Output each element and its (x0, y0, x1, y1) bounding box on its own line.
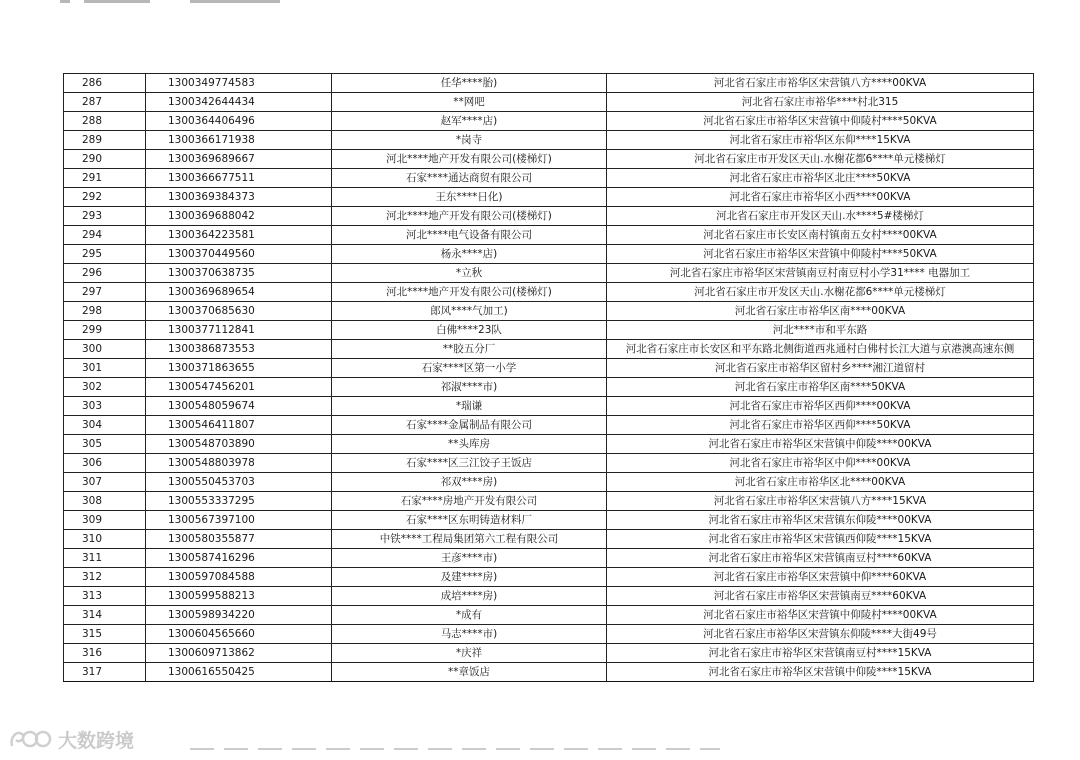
address: 河北省石家庄市裕华区西仰****00KVA (607, 397, 1034, 416)
address: 河北省石家庄市裕华区宋营镇八方****00KVA (607, 74, 1034, 93)
address: 河北省石家庄市开发区天山.水****5#楼梯灯 (607, 207, 1034, 226)
account-number: 1300548803978 (146, 454, 332, 473)
row-number: 304 (64, 416, 146, 435)
customer-name: 河北****地产开发有限公司(楼梯灯) (332, 150, 607, 169)
row-number: 289 (64, 131, 146, 150)
customer-name: 郎风****气加工) (332, 302, 607, 321)
table-row (64, 663, 1034, 682)
table-row (64, 207, 1034, 226)
table-row (64, 454, 1034, 473)
table-row (64, 302, 1034, 321)
account-number: 1300370638735 (146, 264, 332, 283)
row-number: 316 (64, 644, 146, 663)
customer-name: *立秋 (332, 264, 607, 283)
customer-name: *庆祥 (332, 644, 607, 663)
table-row (64, 644, 1034, 663)
row-number: 317 (64, 663, 146, 682)
account-number: 1300377112841 (146, 321, 332, 340)
customer-name: 成培****房) (332, 587, 607, 606)
account-number: 1300349774583 (146, 74, 332, 93)
customer-name: 河北****地产开发有限公司(楼梯灯) (332, 283, 607, 302)
customer-name: 石家****通达商贸有限公司 (332, 169, 607, 188)
address: 河北省石家庄市裕华区宋营镇南豆村****15KVA (607, 644, 1034, 663)
address: 河北省石家庄市裕华区宋营镇中仰陵村****50KVA (607, 112, 1034, 131)
row-number: 305 (64, 435, 146, 454)
account-number: 1300364223581 (146, 226, 332, 245)
row-number: 312 (64, 568, 146, 587)
row-number: 301 (64, 359, 146, 378)
table-row (64, 188, 1034, 207)
address: 河北省石家庄市裕华区宋营镇中仰****60KVA (607, 568, 1034, 587)
account-number: 1300366677511 (146, 169, 332, 188)
customer-name: **胶五分厂 (332, 340, 607, 359)
row-number: 297 (64, 283, 146, 302)
address: 河北省石家庄市裕华****村北315 (607, 93, 1034, 112)
row-number: 303 (64, 397, 146, 416)
row-number: 288 (64, 112, 146, 131)
watermark-logo-icon (8, 726, 52, 752)
account-number: 1300342644434 (146, 93, 332, 112)
account-number: 1300550453703 (146, 473, 332, 492)
account-number: 1300386873553 (146, 340, 332, 359)
row-number: 300 (64, 340, 146, 359)
table-row (64, 549, 1034, 568)
page-top-edge-mark (60, 0, 280, 3)
table-row (64, 283, 1034, 302)
row-number: 315 (64, 625, 146, 644)
table-row (64, 131, 1034, 150)
table-row (64, 264, 1034, 283)
table-row (64, 74, 1034, 93)
table-row (64, 511, 1034, 530)
account-number: 1300609713862 (146, 644, 332, 663)
table-row (64, 150, 1034, 169)
address: 河北省石家庄市裕华区留村乡****湘江道留村 (607, 359, 1034, 378)
address: 河北省石家庄市裕华区南****00KVA (607, 302, 1034, 321)
row-number: 313 (64, 587, 146, 606)
table-row (64, 473, 1034, 492)
account-number: 1300597084588 (146, 568, 332, 587)
account-number: 1300547456201 (146, 378, 332, 397)
customer-name: **头库房 (332, 435, 607, 454)
row-number: 314 (64, 606, 146, 625)
customer-name: 石家****区东明铸造材料厂 (332, 511, 607, 530)
table-row (64, 340, 1034, 359)
customer-name: *成有 (332, 606, 607, 625)
address: 河北省石家庄市裕华区宋营镇南豆村南豆村小学31**** 电器加工 (607, 264, 1034, 283)
address: 河北省石家庄市裕华区北****00KVA (607, 473, 1034, 492)
address: 河北省石家庄市裕华区中仰****00KVA (607, 454, 1034, 473)
customer-name: 石家****区第一小学 (332, 359, 607, 378)
row-number: 298 (64, 302, 146, 321)
customer-name: 祁淑****市) (332, 378, 607, 397)
customer-name: 赵军****店) (332, 112, 607, 131)
account-number: 1300546411807 (146, 416, 332, 435)
page-bottom-edge-mark (190, 748, 720, 750)
address: 河北省石家庄市长安区南村镇南五女村****00KVA (607, 226, 1034, 245)
account-number: 1300370449560 (146, 245, 332, 264)
table-row (64, 245, 1034, 264)
row-number: 310 (64, 530, 146, 549)
customer-name: 祁双****房) (332, 473, 607, 492)
table-row (64, 169, 1034, 188)
watermark (8, 725, 134, 753)
address: 河北省石家庄市裕华区东仰****15KVA (607, 131, 1034, 150)
customer-name: **章饭店 (332, 663, 607, 682)
customer-name: 河北****地产开发有限公司(楼梯灯) (332, 207, 607, 226)
customer-name: 中铁****工程局集团第六工程有限公司 (332, 530, 607, 549)
table-row (64, 625, 1034, 644)
table-row (64, 226, 1034, 245)
customer-name: 及建****房) (332, 568, 607, 587)
customer-name: *岗寺 (332, 131, 607, 150)
row-number: 295 (64, 245, 146, 264)
row-number: 306 (64, 454, 146, 473)
row-number: 309 (64, 511, 146, 530)
table-row (64, 530, 1034, 549)
address: 河北省石家庄市裕华区宋营镇八方****15KVA (607, 492, 1034, 511)
table-row (64, 378, 1034, 397)
account-number: 1300369384373 (146, 188, 332, 207)
row-number: 311 (64, 549, 146, 568)
customer-name: 石家****区三江饺子王饭店 (332, 454, 607, 473)
account-number: 1300548059674 (146, 397, 332, 416)
table-row (64, 397, 1034, 416)
address: 河北省石家庄市开发区天山.水榭花都6****单元楼梯灯 (607, 283, 1034, 302)
account-number: 1300616550425 (146, 663, 332, 682)
table-row (64, 606, 1034, 625)
customer-name: **网吧 (332, 93, 607, 112)
address: 河北省石家庄市开发区天山.水榭花都6****单元楼梯灯 (607, 150, 1034, 169)
row-number: 302 (64, 378, 146, 397)
customer-name: 王彦****市) (332, 549, 607, 568)
address: 河北省石家庄市裕华区宋营镇东仰陵****00KVA (607, 511, 1034, 530)
record-table (63, 73, 1034, 682)
table-row (64, 492, 1034, 511)
account-number: 1300580355877 (146, 530, 332, 549)
row-number: 293 (64, 207, 146, 226)
record-table-body (64, 74, 1034, 682)
account-number: 1300599588213 (146, 587, 332, 606)
row-number: 286 (64, 74, 146, 93)
row-number: 308 (64, 492, 146, 511)
row-number: 287 (64, 93, 146, 112)
address: 河北省石家庄市裕华区宋营镇中仰陵村****00KVA (607, 606, 1034, 625)
table-row (64, 587, 1034, 606)
customer-name: 河北****电气设备有限公司 (332, 226, 607, 245)
address: 河北省石家庄市裕华区宋营镇南豆村****60KVA (607, 549, 1034, 568)
address: 河北****市和平东路 (607, 321, 1034, 340)
customer-name: 白佛****23队 (332, 321, 607, 340)
account-number: 1300369689667 (146, 150, 332, 169)
customer-name: 马志****市) (332, 625, 607, 644)
account-number: 1300364406496 (146, 112, 332, 131)
address: 河北省石家庄市裕华区宋营镇东仰陵****大街49号 (607, 625, 1034, 644)
account-number: 1300371863655 (146, 359, 332, 378)
customer-name: 石家****金属制品有限公司 (332, 416, 607, 435)
table-row (64, 93, 1034, 112)
table-row (64, 416, 1034, 435)
address: 河北省石家庄市裕华区宋营镇中仰陵****15KVA (607, 663, 1034, 682)
address: 河北省石家庄市长安区和平东路北侧街道西兆通村白佛村长江大道与京港澳高速东侧 (607, 340, 1034, 359)
account-number: 1300604565660 (146, 625, 332, 644)
row-number: 291 (64, 169, 146, 188)
address: 河北省石家庄市裕华区南****50KVA (607, 378, 1034, 397)
customer-name: 任华****胎) (332, 74, 607, 93)
account-number: 1300366171938 (146, 131, 332, 150)
table-row (64, 359, 1034, 378)
table-row (64, 435, 1034, 454)
account-number: 1300553337295 (146, 492, 332, 511)
row-number: 307 (64, 473, 146, 492)
table-row (64, 568, 1034, 587)
account-number: 1300370685630 (146, 302, 332, 321)
customer-name: 王东****日化) (332, 188, 607, 207)
address: 河北省石家庄市裕华区北庄****50KVA (607, 169, 1034, 188)
table-row (64, 321, 1034, 340)
watermark-text: 大数跨境 (58, 729, 135, 752)
row-number: 296 (64, 264, 146, 283)
customer-name: 杨永****店) (332, 245, 607, 264)
row-number: 290 (64, 150, 146, 169)
address: 河北省石家庄市裕华区宋营镇南豆****60KVA (607, 587, 1034, 606)
customer-name: 石家****房地产开发有限公司 (332, 492, 607, 511)
account-number: 1300369688042 (146, 207, 332, 226)
account-number: 1300548703890 (146, 435, 332, 454)
record-table-container (63, 73, 1015, 682)
row-number: 292 (64, 188, 146, 207)
address: 河北省石家庄市裕华区宋营镇中仰陵****00KVA (607, 435, 1034, 454)
account-number: 1300567397100 (146, 511, 332, 530)
account-number: 1300598934220 (146, 606, 332, 625)
row-number: 294 (64, 226, 146, 245)
account-number: 1300369689654 (146, 283, 332, 302)
table-row (64, 112, 1034, 131)
address: 河北省石家庄市裕华区宋营镇中仰陵村****50KVA (607, 245, 1034, 264)
address: 河北省石家庄市裕华区小西****00KVA (607, 188, 1034, 207)
customer-name: *瑞谦 (332, 397, 607, 416)
address: 河北省石家庄市裕华区西仰****50KVA (607, 416, 1034, 435)
account-number: 1300587416296 (146, 549, 332, 568)
row-number: 299 (64, 321, 146, 340)
address: 河北省石家庄市裕华区宋营镇西仰陵****15KVA (607, 530, 1034, 549)
